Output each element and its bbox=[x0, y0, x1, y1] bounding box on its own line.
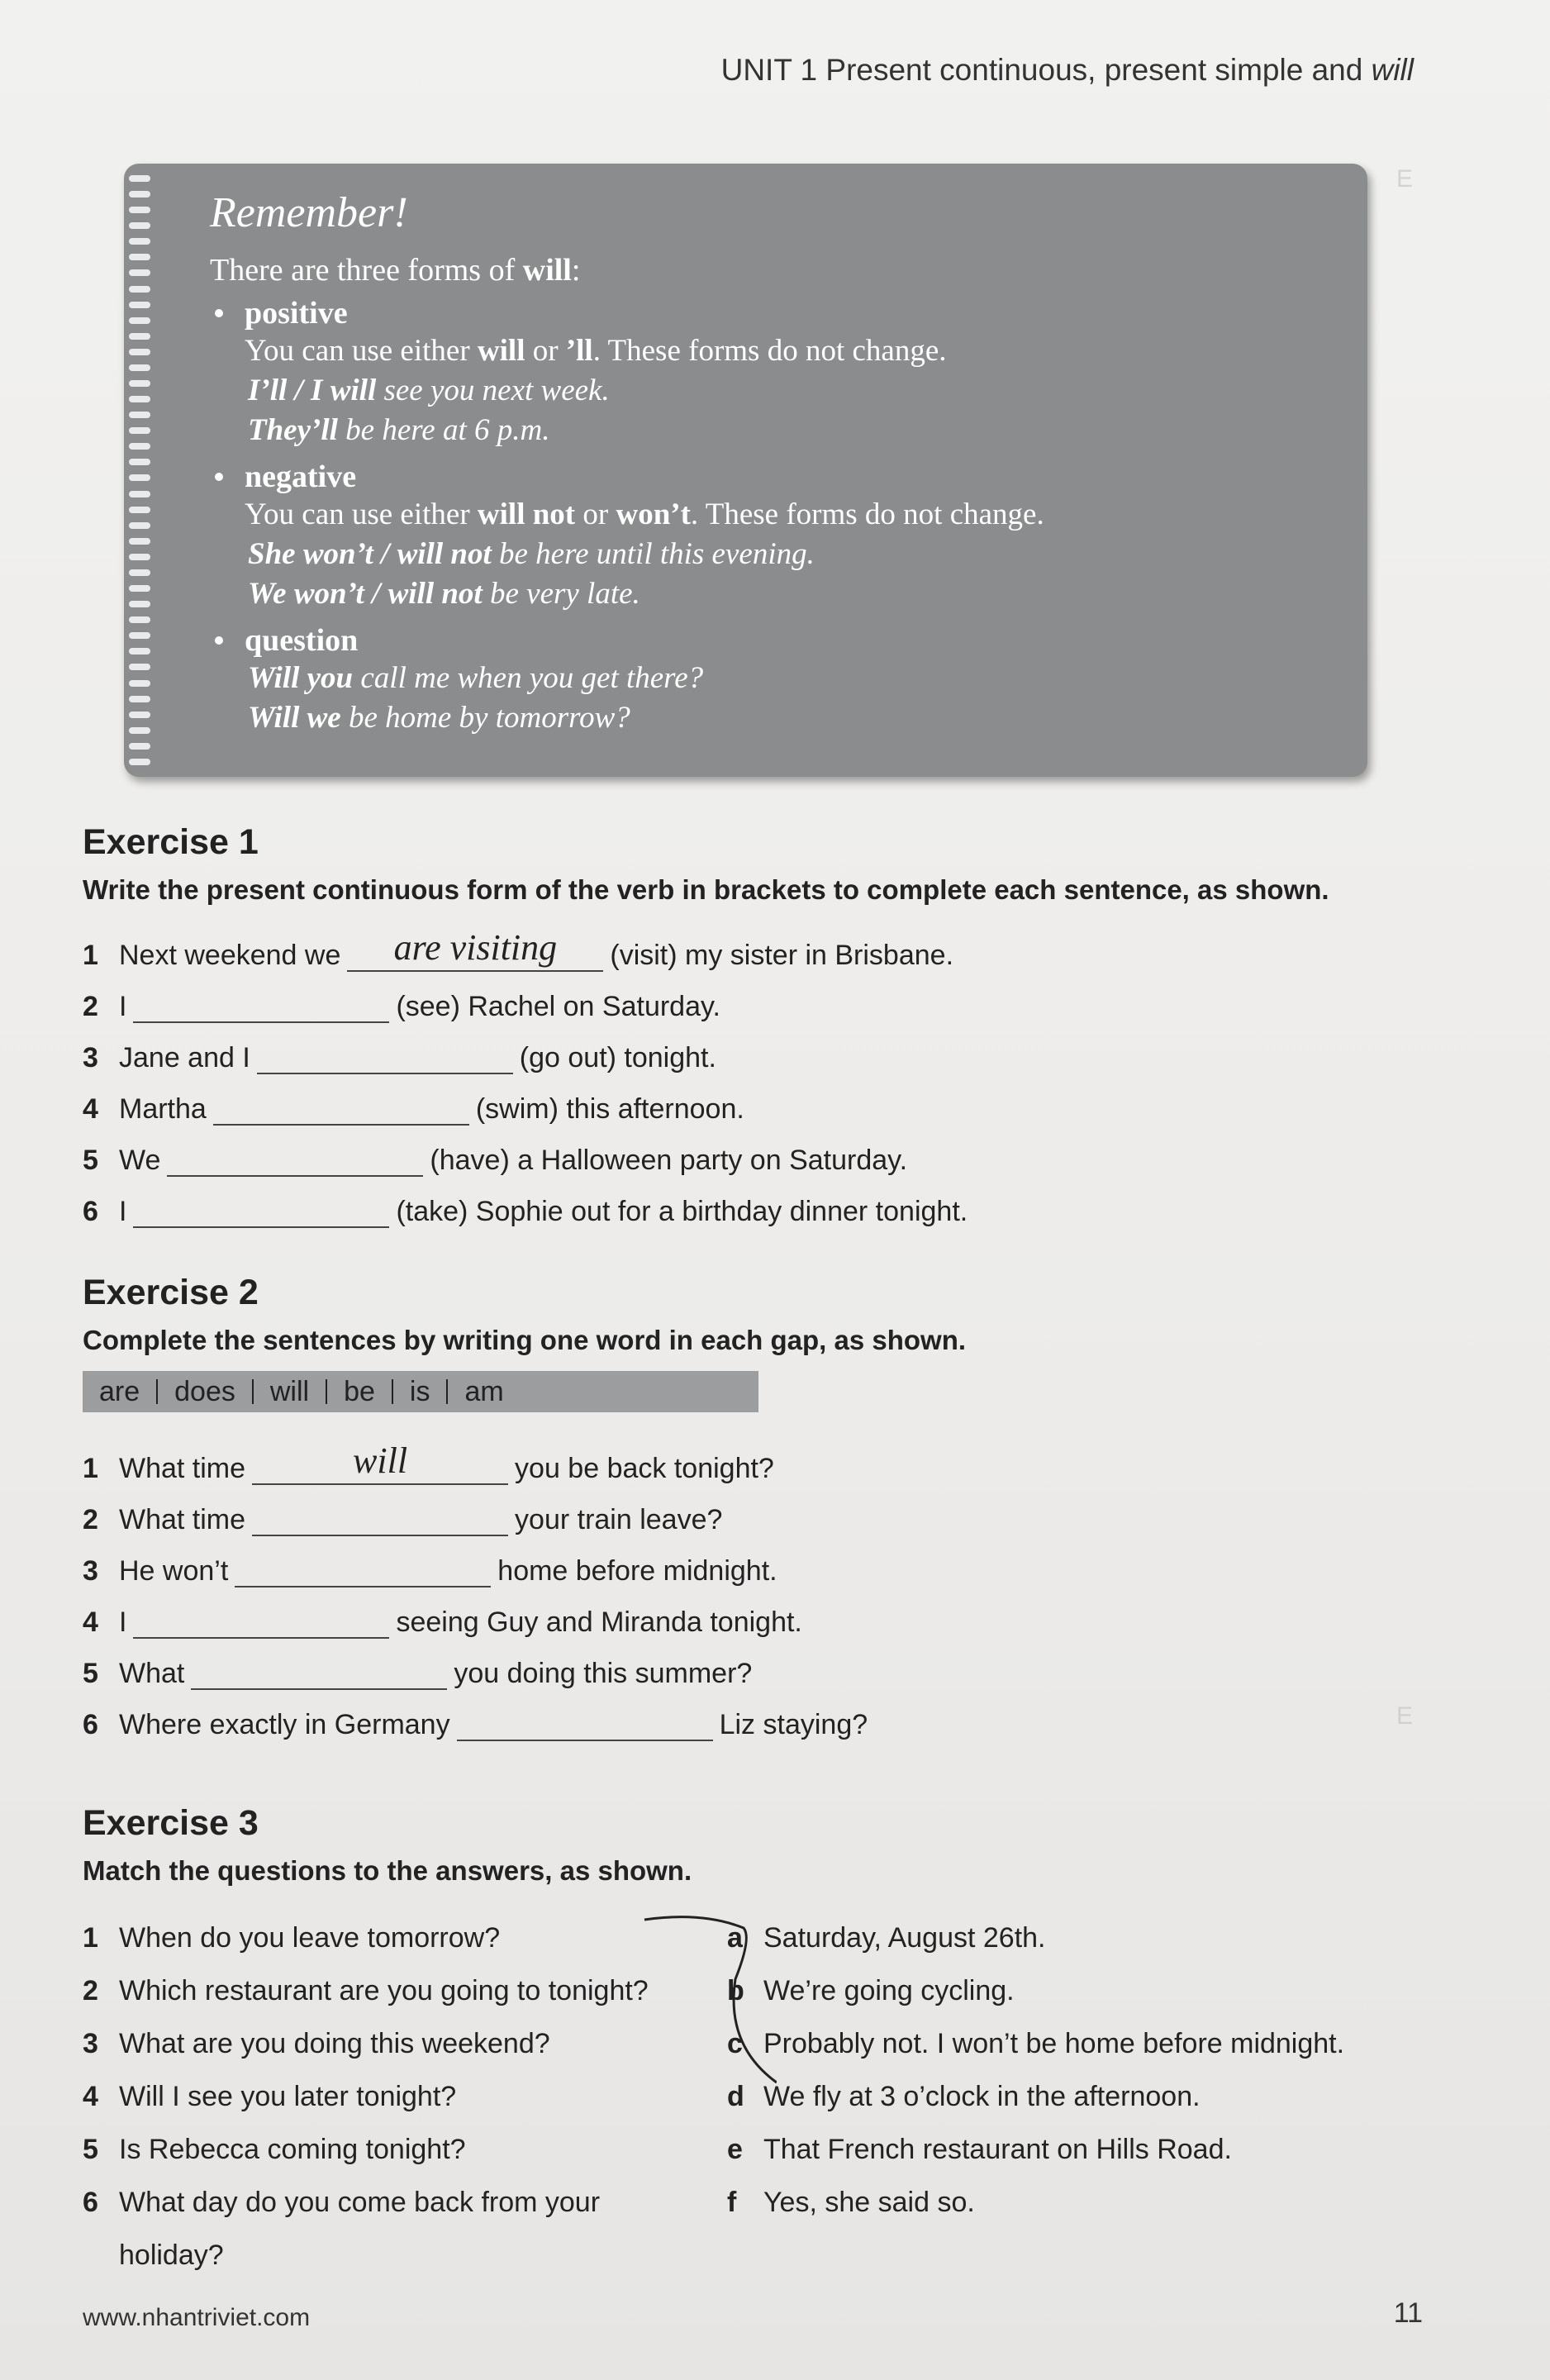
exercise-2-title: Exercise 2 bbox=[83, 1273, 259, 1312]
remember-intro: There are three forms of will: bbox=[210, 253, 581, 288]
binding-ring bbox=[129, 585, 150, 592]
exercise-item bbox=[83, 972, 1454, 1023]
item-number: 2 bbox=[83, 991, 98, 1022]
item-text-before: I bbox=[119, 1196, 127, 1227]
remember-section bbox=[210, 622, 1334, 738]
match-row bbox=[83, 2166, 1454, 2219]
bullet-icon bbox=[215, 309, 223, 317]
item-text-before: Martha bbox=[119, 1093, 207, 1125]
binding-ring bbox=[129, 664, 150, 670]
word-option: are bbox=[99, 1375, 140, 1407]
match-row bbox=[83, 2113, 1454, 2166]
binding-ring bbox=[129, 412, 150, 418]
bleed-through: E bbox=[1396, 1702, 1414, 1730]
remember-section-heading: question bbox=[210, 622, 1334, 659]
item-text-before: I bbox=[119, 1606, 127, 1638]
answer-blank[interactable] bbox=[213, 1092, 469, 1126]
item-text-after: your train leave? bbox=[515, 1504, 723, 1535]
binding-ring bbox=[129, 349, 150, 355]
answer-blank[interactable] bbox=[252, 1503, 508, 1536]
answer-blank[interactable] bbox=[257, 1041, 513, 1074]
remember-example: Will you call me when you get there? bbox=[248, 661, 704, 695]
binding-ring bbox=[129, 616, 150, 623]
binding-ring bbox=[129, 396, 150, 402]
answer-blank[interactable] bbox=[235, 1554, 491, 1587]
item-text-before: Next weekend we bbox=[119, 940, 341, 971]
item-number: 5 bbox=[83, 1145, 98, 1176]
binding-ring bbox=[129, 380, 150, 387]
item-text-before: He won’t bbox=[119, 1555, 229, 1587]
exercise-3-instruction: Match the questions to the answers, as shown. bbox=[83, 1855, 692, 1886]
binding-ring bbox=[129, 712, 150, 718]
exercise-item bbox=[83, 1126, 1454, 1177]
remember-section bbox=[210, 459, 1334, 614]
binding-ring bbox=[129, 601, 150, 607]
match-question[interactable]: 4 Will I see you later tonight? bbox=[83, 2081, 457, 2112]
exercise-item bbox=[83, 1485, 1454, 1536]
footer-website: www.nhantriviet.com bbox=[83, 2304, 311, 2331]
match-answer[interactable]: a Saturday, August 26th. bbox=[727, 1922, 1046, 1954]
binding-ring bbox=[129, 569, 150, 576]
binding-ring bbox=[129, 302, 150, 308]
item-text-after: (see) Rachel on Saturday. bbox=[396, 991, 720, 1022]
answer-blank[interactable] bbox=[457, 1708, 713, 1741]
answer-blank[interactable] bbox=[252, 1440, 508, 1485]
remember-section-heading: negative bbox=[210, 459, 1334, 495]
exercise-1-title: Exercise 1 bbox=[83, 822, 259, 862]
item-text-after: you doing this summer? bbox=[454, 1658, 753, 1689]
binding-ring bbox=[129, 491, 150, 497]
binding-ring bbox=[129, 632, 150, 639]
word-option: am bbox=[464, 1375, 504, 1407]
remember-box bbox=[124, 164, 1367, 777]
match-line-example bbox=[562, 1905, 777, 2111]
binding-ring bbox=[129, 238, 150, 245]
item-text-after: (take) Sophie out for a birthday dinner tonight. bbox=[396, 1196, 968, 1227]
exercise-2-items bbox=[83, 1434, 1454, 1741]
item-number: 6 bbox=[83, 1709, 98, 1740]
binding-ring bbox=[129, 254, 150, 260]
match-answer[interactable]: b We’re going cycling. bbox=[727, 1975, 1015, 2006]
binding-ring bbox=[129, 680, 150, 687]
item-number: 1 bbox=[83, 1453, 98, 1484]
item-number: 1 bbox=[83, 940, 98, 971]
match-question[interactable]: holiday? bbox=[119, 2240, 224, 2271]
bullet-icon bbox=[215, 473, 223, 481]
item-number: 3 bbox=[83, 1555, 98, 1587]
remember-content bbox=[210, 182, 1334, 746]
remember-example: We won’t / will not be very late. bbox=[248, 577, 640, 611]
match-question[interactable]: 2 Which restaurant are you going to tonight? bbox=[83, 1975, 649, 2006]
binding-ring bbox=[129, 427, 150, 434]
item-text-after: (swim) this afternoon. bbox=[475, 1093, 744, 1125]
binding-ring bbox=[129, 175, 150, 182]
exercise-item bbox=[83, 1587, 1454, 1639]
item-text-before: What time bbox=[119, 1453, 246, 1484]
word-option: be bbox=[344, 1375, 375, 1407]
item-text-before: We bbox=[119, 1145, 161, 1176]
binding-ring bbox=[129, 207, 150, 213]
spiral-binding-icon bbox=[129, 175, 152, 765]
exercise-1 bbox=[83, 822, 1454, 1228]
item-number: 5 bbox=[83, 1658, 98, 1689]
handwritten-answer: are visiting bbox=[393, 927, 558, 968]
unit-header: UNIT 1 Present continuous, present simple and will bbox=[720, 53, 1414, 87]
item-text-before: Where exactly in Germany bbox=[119, 1709, 450, 1740]
remember-example: They’ll be here at 6 p.m. bbox=[248, 413, 550, 447]
binding-ring bbox=[129, 443, 150, 450]
binding-ring bbox=[129, 459, 150, 465]
exercise-3 bbox=[83, 1803, 1454, 2272]
match-answer[interactable]: d We fly at 3 o’clock in the afternoon. bbox=[727, 2081, 1201, 2112]
remember-section bbox=[210, 295, 1334, 450]
binding-ring bbox=[129, 507, 150, 513]
binding-ring bbox=[129, 538, 150, 545]
remember-description: You can use either will or ’ll. These forms do not change. bbox=[245, 334, 947, 368]
exercise-item bbox=[83, 1177, 1454, 1228]
exercise-item bbox=[83, 1536, 1454, 1587]
exercise-item bbox=[83, 921, 1454, 972]
answer-blank[interactable] bbox=[133, 1606, 389, 1639]
match-question[interactable]: 1 When do you leave tomorrow? bbox=[83, 1922, 501, 1954]
binding-ring bbox=[129, 696, 150, 702]
binding-ring bbox=[129, 759, 150, 765]
item-number: 6 bbox=[83, 1196, 98, 1227]
page-number: 11 bbox=[1393, 2297, 1423, 2329]
bleed-through: E bbox=[1396, 165, 1414, 193]
item-text-before: What bbox=[119, 1658, 185, 1689]
item-number: 4 bbox=[83, 1093, 98, 1125]
exercise-item bbox=[83, 1023, 1454, 1074]
binding-ring bbox=[129, 522, 150, 529]
binding-ring bbox=[129, 333, 150, 340]
binding-ring bbox=[129, 317, 150, 324]
match-line bbox=[644, 1917, 777, 2082]
match-answer[interactable]: c Probably not. I won’t be home before midnight. bbox=[727, 2028, 1345, 2059]
item-text-after: (have) a Halloween party on Saturday. bbox=[430, 1145, 908, 1176]
word-box bbox=[83, 1371, 758, 1412]
item-text-after: home before midnight. bbox=[497, 1555, 777, 1587]
item-text-after: Liz staying? bbox=[719, 1709, 868, 1740]
match-question[interactable]: 5 Is Rebecca coming tonight? bbox=[83, 2134, 466, 2165]
word-option: will bbox=[269, 1375, 310, 1407]
remember-description: You can use either will not or won’t. These forms do not change. bbox=[245, 497, 1044, 531]
answer-blank[interactable] bbox=[133, 1195, 389, 1228]
answer-blank[interactable] bbox=[167, 1144, 423, 1177]
item-text-after: you be back tonight? bbox=[515, 1453, 774, 1484]
item-number: 3 bbox=[83, 1042, 98, 1073]
match-question[interactable]: 3 What are you doing this weekend? bbox=[83, 2028, 550, 2059]
binding-ring bbox=[129, 648, 150, 654]
binding-ring bbox=[129, 743, 150, 750]
answer-blank[interactable] bbox=[133, 990, 389, 1023]
remember-title: Remember! bbox=[210, 189, 408, 236]
exercise-item bbox=[83, 1639, 1454, 1690]
exercise-2-instruction: Complete the sentences by writing one word in each gap, as shown. bbox=[83, 1325, 967, 1355]
item-number: 4 bbox=[83, 1606, 98, 1638]
match-row bbox=[83, 2219, 1454, 2272]
answer-blank[interactable] bbox=[347, 927, 603, 972]
item-number: 2 bbox=[83, 1504, 98, 1535]
binding-ring bbox=[129, 286, 150, 293]
binding-ring bbox=[129, 554, 150, 560]
binding-ring bbox=[129, 727, 150, 734]
bullet-icon bbox=[215, 636, 223, 645]
exercise-1-items bbox=[83, 921, 1454, 1228]
word-option: is bbox=[409, 1375, 430, 1407]
item-text-after: (go out) tonight. bbox=[519, 1042, 716, 1073]
exercise-3-title: Exercise 3 bbox=[83, 1803, 259, 1843]
exercise-item bbox=[83, 1690, 1454, 1741]
exercise-3-match bbox=[83, 1902, 1454, 2272]
exercise-item bbox=[83, 1074, 1454, 1126]
binding-ring bbox=[129, 222, 150, 229]
remember-example: I’ll / I will see you next week. bbox=[248, 374, 610, 407]
item-text-after: (visit) my sister in Brisbane. bbox=[610, 940, 954, 971]
item-text-before: What time bbox=[119, 1504, 246, 1535]
remember-example: She won’t / will not be here until this evening. bbox=[248, 537, 815, 571]
match-question[interactable]: 6 What day do you come back from your bbox=[83, 2187, 601, 2218]
answer-blank[interactable] bbox=[191, 1657, 447, 1690]
exercise-2 bbox=[83, 1273, 1454, 1741]
remember-example: Will we be home by tomorrow? bbox=[248, 701, 630, 735]
item-text-before: Jane and I bbox=[119, 1042, 250, 1073]
binding-ring bbox=[129, 191, 150, 198]
match-answer[interactable]: f Yes, she said so. bbox=[727, 2187, 975, 2218]
handwritten-answer: will bbox=[353, 1440, 408, 1481]
item-text-before: I bbox=[119, 991, 127, 1022]
binding-ring bbox=[129, 474, 150, 481]
binding-ring bbox=[129, 364, 150, 371]
item-text-after: seeing Guy and Miranda tonight. bbox=[396, 1606, 802, 1638]
word-option: does bbox=[174, 1375, 235, 1407]
exercise-item bbox=[83, 1434, 1454, 1485]
exercise-1-instruction: Write the present continuous form of the verb in brackets to complete each sentence, as shown. bbox=[83, 874, 1329, 905]
binding-ring bbox=[129, 269, 150, 276]
match-answer[interactable]: e That French restaurant on Hills Road. bbox=[727, 2134, 1232, 2165]
remember-section-heading: positive bbox=[210, 295, 1334, 331]
